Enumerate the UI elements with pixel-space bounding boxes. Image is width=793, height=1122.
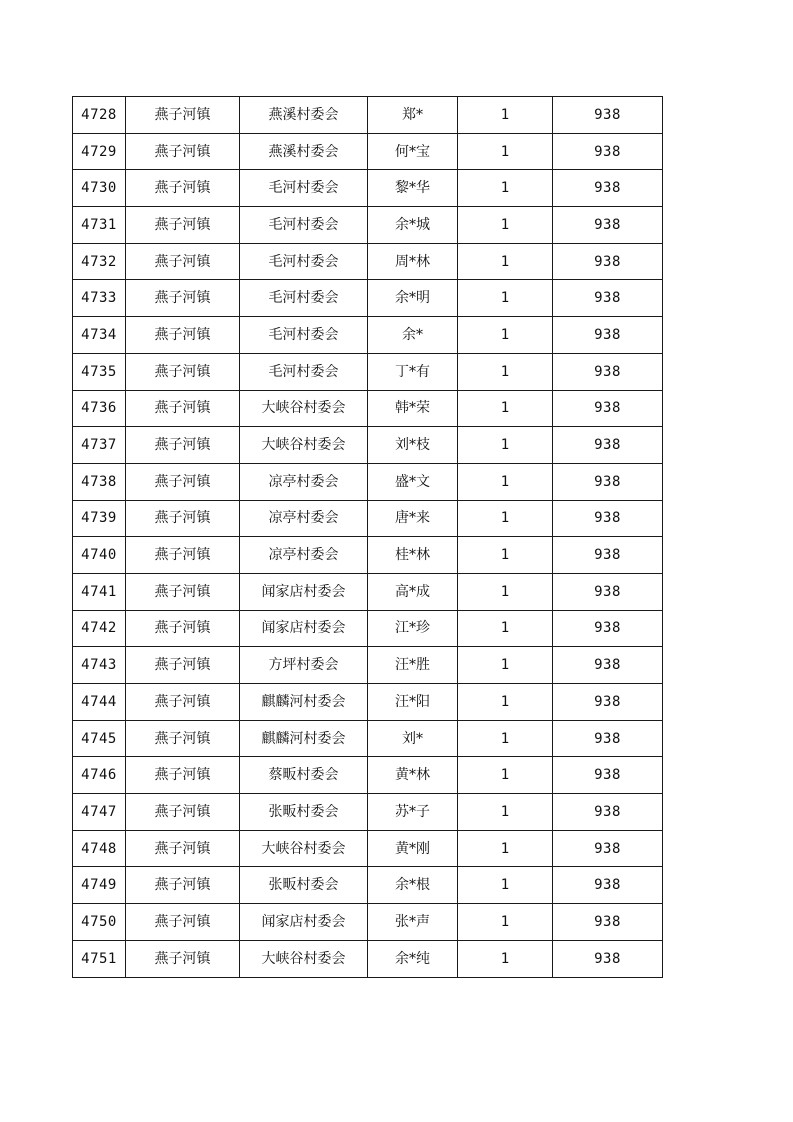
cell-serial-number: 4730 bbox=[73, 170, 126, 207]
table-row bbox=[73, 207, 663, 244]
cell-town: 燕子河镇 bbox=[126, 537, 240, 574]
table-row bbox=[73, 610, 663, 647]
cell-serial-number: 4745 bbox=[73, 720, 126, 757]
cell-quantity: 1 bbox=[458, 463, 553, 500]
cell-town: 燕子河镇 bbox=[126, 97, 240, 134]
cell-quantity: 1 bbox=[458, 940, 553, 977]
cell-serial-number: 4743 bbox=[73, 647, 126, 684]
cell-village-committee: 大峡谷村委会 bbox=[240, 830, 368, 867]
cell-village-committee: 闻家店村委会 bbox=[240, 610, 368, 647]
cell-village-committee: 燕溪村委会 bbox=[240, 97, 368, 134]
cell-town: 燕子河镇 bbox=[126, 427, 240, 464]
table-row bbox=[73, 243, 663, 280]
cell-serial-number: 4744 bbox=[73, 684, 126, 721]
cell-town: 燕子河镇 bbox=[126, 940, 240, 977]
cell-serial-number: 4739 bbox=[73, 500, 126, 537]
cell-serial-number: 4738 bbox=[73, 463, 126, 500]
cell-person-name: 余*纯 bbox=[368, 940, 458, 977]
cell-village-committee: 大峡谷村委会 bbox=[240, 390, 368, 427]
cell-amount: 938 bbox=[553, 610, 663, 647]
cell-quantity: 1 bbox=[458, 757, 553, 794]
cell-serial-number: 4742 bbox=[73, 610, 126, 647]
table-row bbox=[73, 757, 663, 794]
table-row bbox=[73, 427, 663, 464]
cell-town: 燕子河镇 bbox=[126, 280, 240, 317]
cell-quantity: 1 bbox=[458, 573, 553, 610]
cell-person-name: 余* bbox=[368, 317, 458, 354]
cell-village-committee: 方坪村委会 bbox=[240, 647, 368, 684]
cell-town: 燕子河镇 bbox=[126, 647, 240, 684]
cell-quantity: 1 bbox=[458, 97, 553, 134]
cell-person-name: 盛*文 bbox=[368, 463, 458, 500]
cell-town: 燕子河镇 bbox=[126, 757, 240, 794]
cell-amount: 938 bbox=[553, 647, 663, 684]
cell-amount: 938 bbox=[553, 794, 663, 831]
cell-town: 燕子河镇 bbox=[126, 684, 240, 721]
cell-quantity: 1 bbox=[458, 500, 553, 537]
cell-person-name: 唐*来 bbox=[368, 500, 458, 537]
cell-quantity: 1 bbox=[458, 170, 553, 207]
cell-amount: 938 bbox=[553, 463, 663, 500]
cell-village-committee: 燕溪村委会 bbox=[240, 133, 368, 170]
table-row bbox=[73, 170, 663, 207]
cell-amount: 938 bbox=[553, 904, 663, 941]
cell-quantity: 1 bbox=[458, 390, 553, 427]
cell-person-name: 张*声 bbox=[368, 904, 458, 941]
cell-quantity: 1 bbox=[458, 353, 553, 390]
cell-town: 燕子河镇 bbox=[126, 317, 240, 354]
table-row bbox=[73, 830, 663, 867]
cell-amount: 938 bbox=[553, 243, 663, 280]
cell-town: 燕子河镇 bbox=[126, 463, 240, 500]
cell-person-name: 余*明 bbox=[368, 280, 458, 317]
cell-town: 燕子河镇 bbox=[126, 133, 240, 170]
cell-village-committee: 毛河村委会 bbox=[240, 207, 368, 244]
cell-village-committee: 张畈村委会 bbox=[240, 867, 368, 904]
cell-town: 燕子河镇 bbox=[126, 243, 240, 280]
cell-person-name: 桂*林 bbox=[368, 537, 458, 574]
cell-town: 燕子河镇 bbox=[126, 207, 240, 244]
cell-village-committee: 凉亭村委会 bbox=[240, 537, 368, 574]
cell-serial-number: 4749 bbox=[73, 867, 126, 904]
cell-quantity: 1 bbox=[458, 830, 553, 867]
table-row bbox=[73, 353, 663, 390]
cell-village-committee: 闻家店村委会 bbox=[240, 904, 368, 941]
cell-serial-number: 4728 bbox=[73, 97, 126, 134]
table-row bbox=[73, 390, 663, 427]
cell-person-name: 余*根 bbox=[368, 867, 458, 904]
cell-quantity: 1 bbox=[458, 610, 553, 647]
cell-quantity: 1 bbox=[458, 684, 553, 721]
table-row bbox=[73, 133, 663, 170]
cell-amount: 938 bbox=[553, 940, 663, 977]
table-row bbox=[73, 537, 663, 574]
table-row bbox=[73, 97, 663, 134]
cell-village-committee: 凉亭村委会 bbox=[240, 500, 368, 537]
cell-village-committee: 大峡谷村委会 bbox=[240, 940, 368, 977]
cell-town: 燕子河镇 bbox=[126, 170, 240, 207]
cell-person-name: 高*成 bbox=[368, 573, 458, 610]
cell-quantity: 1 bbox=[458, 133, 553, 170]
table-row bbox=[73, 280, 663, 317]
cell-quantity: 1 bbox=[458, 647, 553, 684]
table-row bbox=[73, 500, 663, 537]
cell-town: 燕子河镇 bbox=[126, 610, 240, 647]
cell-person-name: 黄*刚 bbox=[368, 830, 458, 867]
cell-village-committee: 凉亭村委会 bbox=[240, 463, 368, 500]
table-row bbox=[73, 317, 663, 354]
cell-person-name: 余*城 bbox=[368, 207, 458, 244]
cell-serial-number: 4750 bbox=[73, 904, 126, 941]
cell-town: 燕子河镇 bbox=[126, 867, 240, 904]
cell-village-committee: 麒麟河村委会 bbox=[240, 684, 368, 721]
cell-amount: 938 bbox=[553, 537, 663, 574]
cell-person-name: 刘* bbox=[368, 720, 458, 757]
cell-serial-number: 4729 bbox=[73, 133, 126, 170]
cell-person-name: 郑* bbox=[368, 97, 458, 134]
cell-person-name: 黄*林 bbox=[368, 757, 458, 794]
cell-quantity: 1 bbox=[458, 720, 553, 757]
cell-village-committee: 麒麟河村委会 bbox=[240, 720, 368, 757]
cell-village-committee: 蔡畈村委会 bbox=[240, 757, 368, 794]
cell-village-committee: 毛河村委会 bbox=[240, 243, 368, 280]
cell-village-committee: 张畈村委会 bbox=[240, 794, 368, 831]
table-row bbox=[73, 463, 663, 500]
cell-serial-number: 4747 bbox=[73, 794, 126, 831]
cell-person-name: 汪*胜 bbox=[368, 647, 458, 684]
cell-serial-number: 4733 bbox=[73, 280, 126, 317]
cell-amount: 938 bbox=[553, 867, 663, 904]
cell-serial-number: 4748 bbox=[73, 830, 126, 867]
table-row bbox=[73, 720, 663, 757]
cell-amount: 938 bbox=[553, 317, 663, 354]
cell-person-name: 江*珍 bbox=[368, 610, 458, 647]
cell-amount: 938 bbox=[553, 757, 663, 794]
cell-amount: 938 bbox=[553, 97, 663, 134]
table-row bbox=[73, 794, 663, 831]
cell-person-name: 何*宝 bbox=[368, 133, 458, 170]
cell-quantity: 1 bbox=[458, 317, 553, 354]
cell-serial-number: 4731 bbox=[73, 207, 126, 244]
cell-serial-number: 4737 bbox=[73, 427, 126, 464]
cell-quantity: 1 bbox=[458, 904, 553, 941]
cell-town: 燕子河镇 bbox=[126, 390, 240, 427]
cell-serial-number: 4751 bbox=[73, 940, 126, 977]
cell-village-committee: 毛河村委会 bbox=[240, 280, 368, 317]
cell-village-committee: 闻家店村委会 bbox=[240, 573, 368, 610]
cell-quantity: 1 bbox=[458, 207, 553, 244]
cell-amount: 938 bbox=[553, 830, 663, 867]
cell-person-name: 周*林 bbox=[368, 243, 458, 280]
cell-village-committee: 毛河村委会 bbox=[240, 353, 368, 390]
cell-town: 燕子河镇 bbox=[126, 904, 240, 941]
table-row bbox=[73, 647, 663, 684]
cell-town: 燕子河镇 bbox=[126, 353, 240, 390]
cell-serial-number: 4741 bbox=[73, 573, 126, 610]
data-table bbox=[72, 96, 663, 978]
cell-town: 燕子河镇 bbox=[126, 830, 240, 867]
cell-amount: 938 bbox=[553, 133, 663, 170]
cell-amount: 938 bbox=[553, 280, 663, 317]
cell-person-name: 韩*荣 bbox=[368, 390, 458, 427]
cell-person-name: 汪*阳 bbox=[368, 684, 458, 721]
cell-town: 燕子河镇 bbox=[126, 720, 240, 757]
cell-serial-number: 4732 bbox=[73, 243, 126, 280]
cell-person-name: 丁*有 bbox=[368, 353, 458, 390]
cell-quantity: 1 bbox=[458, 537, 553, 574]
table-row bbox=[73, 867, 663, 904]
cell-serial-number: 4735 bbox=[73, 353, 126, 390]
table-row bbox=[73, 684, 663, 721]
cell-person-name: 黎*华 bbox=[368, 170, 458, 207]
cell-quantity: 1 bbox=[458, 867, 553, 904]
table-body bbox=[73, 97, 663, 978]
cell-serial-number: 4736 bbox=[73, 390, 126, 427]
cell-village-committee: 毛河村委会 bbox=[240, 170, 368, 207]
table-row bbox=[73, 573, 663, 610]
cell-person-name: 苏*子 bbox=[368, 794, 458, 831]
cell-quantity: 1 bbox=[458, 280, 553, 317]
cell-amount: 938 bbox=[553, 390, 663, 427]
table-row bbox=[73, 940, 663, 977]
cell-amount: 938 bbox=[553, 353, 663, 390]
cell-village-committee: 大峡谷村委会 bbox=[240, 427, 368, 464]
cell-amount: 938 bbox=[553, 427, 663, 464]
cell-amount: 938 bbox=[553, 170, 663, 207]
cell-quantity: 1 bbox=[458, 427, 553, 464]
cell-amount: 938 bbox=[553, 500, 663, 537]
cell-town: 燕子河镇 bbox=[126, 794, 240, 831]
cell-town: 燕子河镇 bbox=[126, 573, 240, 610]
cell-quantity: 1 bbox=[458, 243, 553, 280]
cell-serial-number: 4740 bbox=[73, 537, 126, 574]
table-row bbox=[73, 904, 663, 941]
cell-village-committee: 毛河村委会 bbox=[240, 317, 368, 354]
cell-amount: 938 bbox=[553, 684, 663, 721]
cell-amount: 938 bbox=[553, 573, 663, 610]
cell-amount: 938 bbox=[553, 720, 663, 757]
cell-person-name: 刘*枝 bbox=[368, 427, 458, 464]
cell-amount: 938 bbox=[553, 207, 663, 244]
cell-serial-number: 4746 bbox=[73, 757, 126, 794]
cell-town: 燕子河镇 bbox=[126, 500, 240, 537]
cell-serial-number: 4734 bbox=[73, 317, 126, 354]
cell-quantity: 1 bbox=[458, 794, 553, 831]
